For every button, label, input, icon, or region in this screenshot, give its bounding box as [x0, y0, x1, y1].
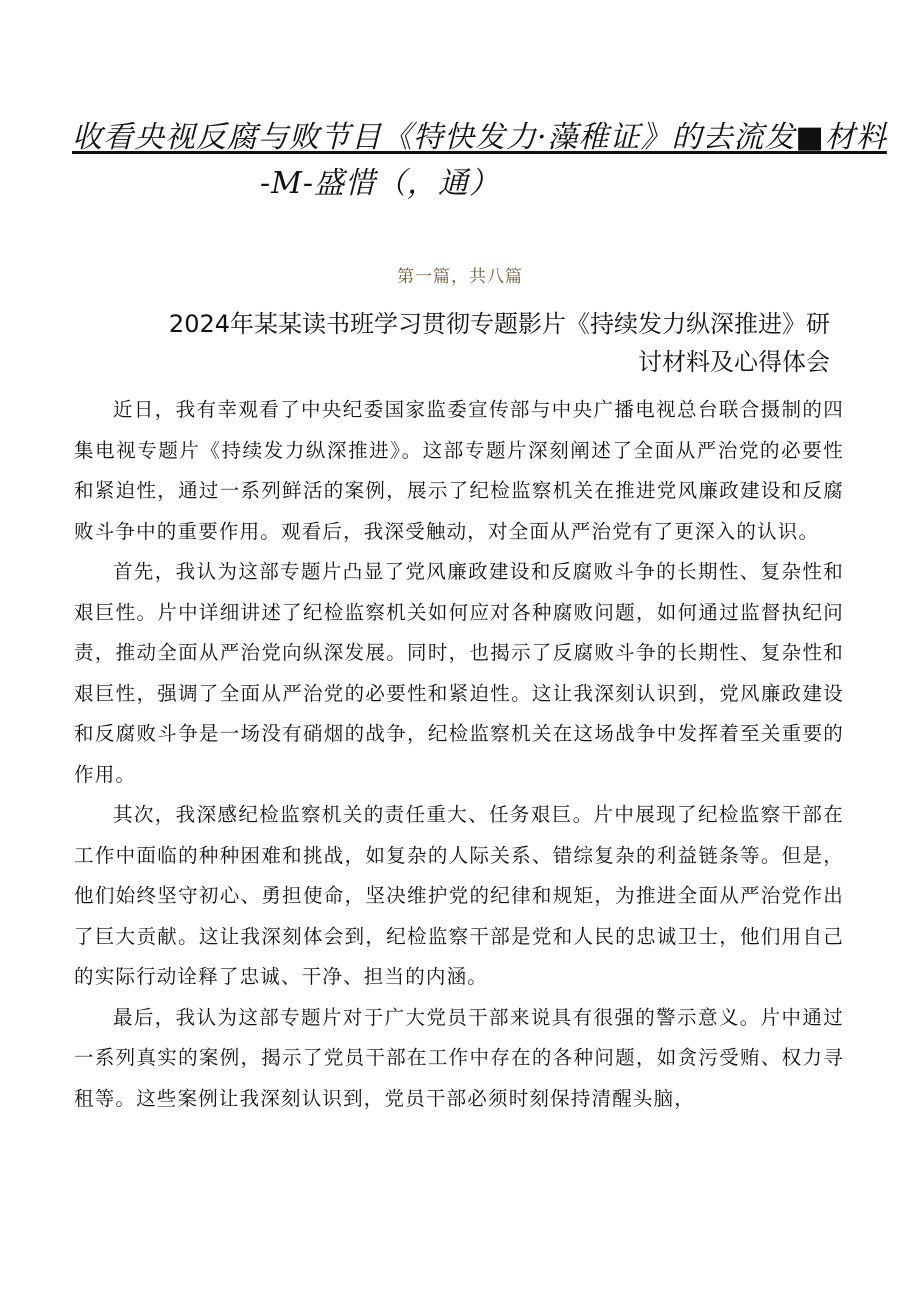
article-body	[74, 390, 844, 1119]
document-title-line2: -M-盛惜（，通）	[260, 166, 500, 201]
article-title-line1: 2024年某某读书班学习贯彻专题影片《持续发力纵深推进》研	[168, 310, 830, 338]
article-title	[120, 305, 830, 381]
paragraph-2: 首先，我认为这部专题片凸显了党风廉政建设和反腐败斗争的长期性、复杂性和艰巨性。片中详细讲述了纪检监察机关如何应对各种腐败问题，如何通过监督执纪问责，推动全面从严治党向纵深发展。同时，也揭示了反腐败斗争的长期性、复杂性和艰巨性，强调了全面从严治党的必要性和紧迫性。这让我深刻认识到，党风廉政建设和反腐败斗争是一场没有硝烟的战争，纪检监察机关在这场战争中发挥着至关重要的作用。	[74, 560, 844, 786]
paragraph-4: 最后，我认为这部专题片对于广大党员干部来说具有很强的警示意义。片中通过一系列真实的案例，揭示了党员干部在工作中存在的各种问题，如贪污受贿、权力寻租等。这些案例让我深刻认识到，党员干部必须时刻保持清醒头脑，	[74, 1005, 844, 1110]
document-title	[72, 118, 887, 204]
article-title-line2: 讨材料及心得体会	[638, 348, 830, 376]
section-label: 第一篇，共八篇	[397, 267, 523, 287]
paragraph-3: 其次，我深感纪检监察机关的责任重大、任务艰巨。片中展现了纪检监察干部在工作中面临的种种困难和挑战，如复杂的人际关系、错综复杂的利益链条等。但是，他们始终坚守初心、勇担使命，坚决维护党的纪律和规矩，为推进全面从严治党作出了巨大贡献。这让我深刻体会到，纪检监察干部是党和人民的忠诚卫士，他们用自己的实际行动诠释了忠诚、干净、担当的内涵。	[74, 803, 844, 988]
document-title-line1: 收看央视反腐与败节目《特快发力·藻稚证》的去流发■材料	[72, 120, 887, 155]
paragraph-1: 近日，我有幸观看了中央纪委国家监委宣传部与中央广播电视总台联合摄制的四集电视专题片《持续发力纵深推进》。这部专题片深刻阐述了全面从严治党的必要性和紧迫性，通过一系列鲜活的案例，展示了纪检监察机关在推进党风廉政建设和反腐败斗争中的重要作用。观看后，我深受触动，对全面从严治党有了更深入的认识。	[74, 398, 844, 543]
